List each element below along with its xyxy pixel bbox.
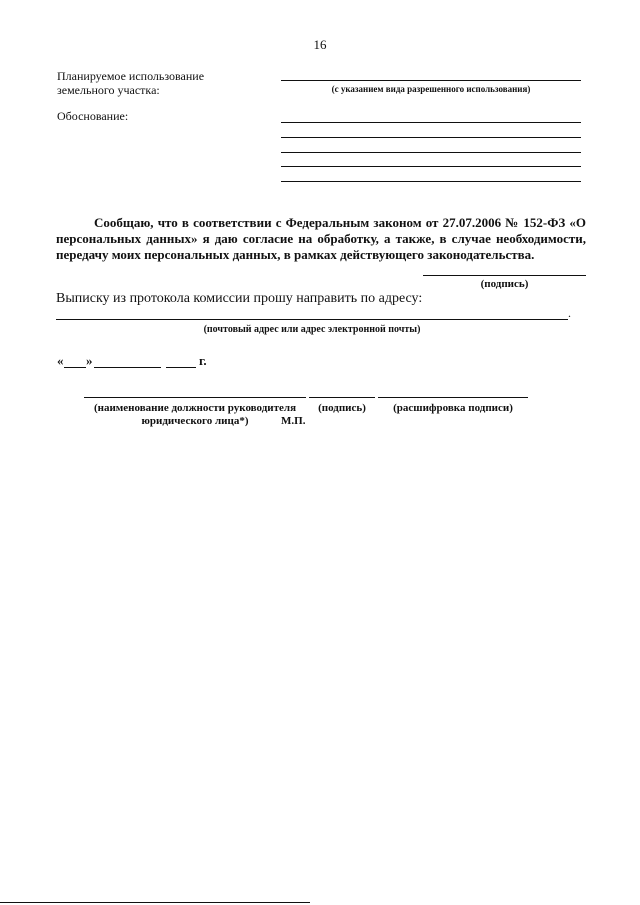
justification-line-3[interactable] xyxy=(281,152,581,153)
address-period: . xyxy=(568,306,571,320)
signature-caption: (подпись) xyxy=(480,278,529,290)
date-month-line[interactable] xyxy=(94,367,161,368)
planned-use-label: Планируемое использование земельного участка: xyxy=(57,69,205,97)
justification-label: Обоснование: xyxy=(57,109,129,123)
justification-line-2[interactable] xyxy=(281,137,581,138)
footer-divider xyxy=(0,902,310,903)
date-close-quote: » xyxy=(86,353,93,368)
address-caption: (почтовый адрес или адрес электронной почты) xyxy=(203,324,421,335)
date-year-suffix: г. xyxy=(199,353,207,368)
consent-paragraph: Сообщаю, что в соответствии с Федеральным законом от 27.07.2006 № 152-ФЗ «О персональных данных» я даю согласие на обработку, а также, в случае необходимости, передачу моих персональных данных, в рамках действующего законодательства. xyxy=(56,215,586,262)
date-day-line[interactable] xyxy=(64,367,86,368)
justification-line-1[interactable] xyxy=(281,122,581,123)
date-open-quote: « xyxy=(57,353,64,368)
final-signature-line[interactable] xyxy=(309,397,375,398)
justification-line-5[interactable] xyxy=(281,181,581,182)
address-field-line[interactable] xyxy=(56,319,568,320)
date-year-line[interactable] xyxy=(166,367,196,368)
address-request-text: Выписку из протокола комиссии прошу направить по адресу: xyxy=(56,291,423,306)
decoding-line[interactable] xyxy=(378,397,528,398)
page-number: 16 xyxy=(313,37,327,52)
decoding-caption: (расшифровка подписи) xyxy=(393,402,513,414)
planned-use-field-line[interactable] xyxy=(281,80,581,81)
position-line[interactable] xyxy=(84,397,306,398)
justification-line-4[interactable] xyxy=(281,166,581,167)
position-caption: (наименование должности руководителя юридического лица*) xyxy=(93,402,297,427)
signature-line[interactable] xyxy=(423,275,586,276)
final-signature-caption: (подпись) xyxy=(318,402,366,414)
stamp-label: М.П. xyxy=(281,415,306,427)
planned-use-caption: (с указанием вида разрешенного использования) xyxy=(331,84,531,94)
